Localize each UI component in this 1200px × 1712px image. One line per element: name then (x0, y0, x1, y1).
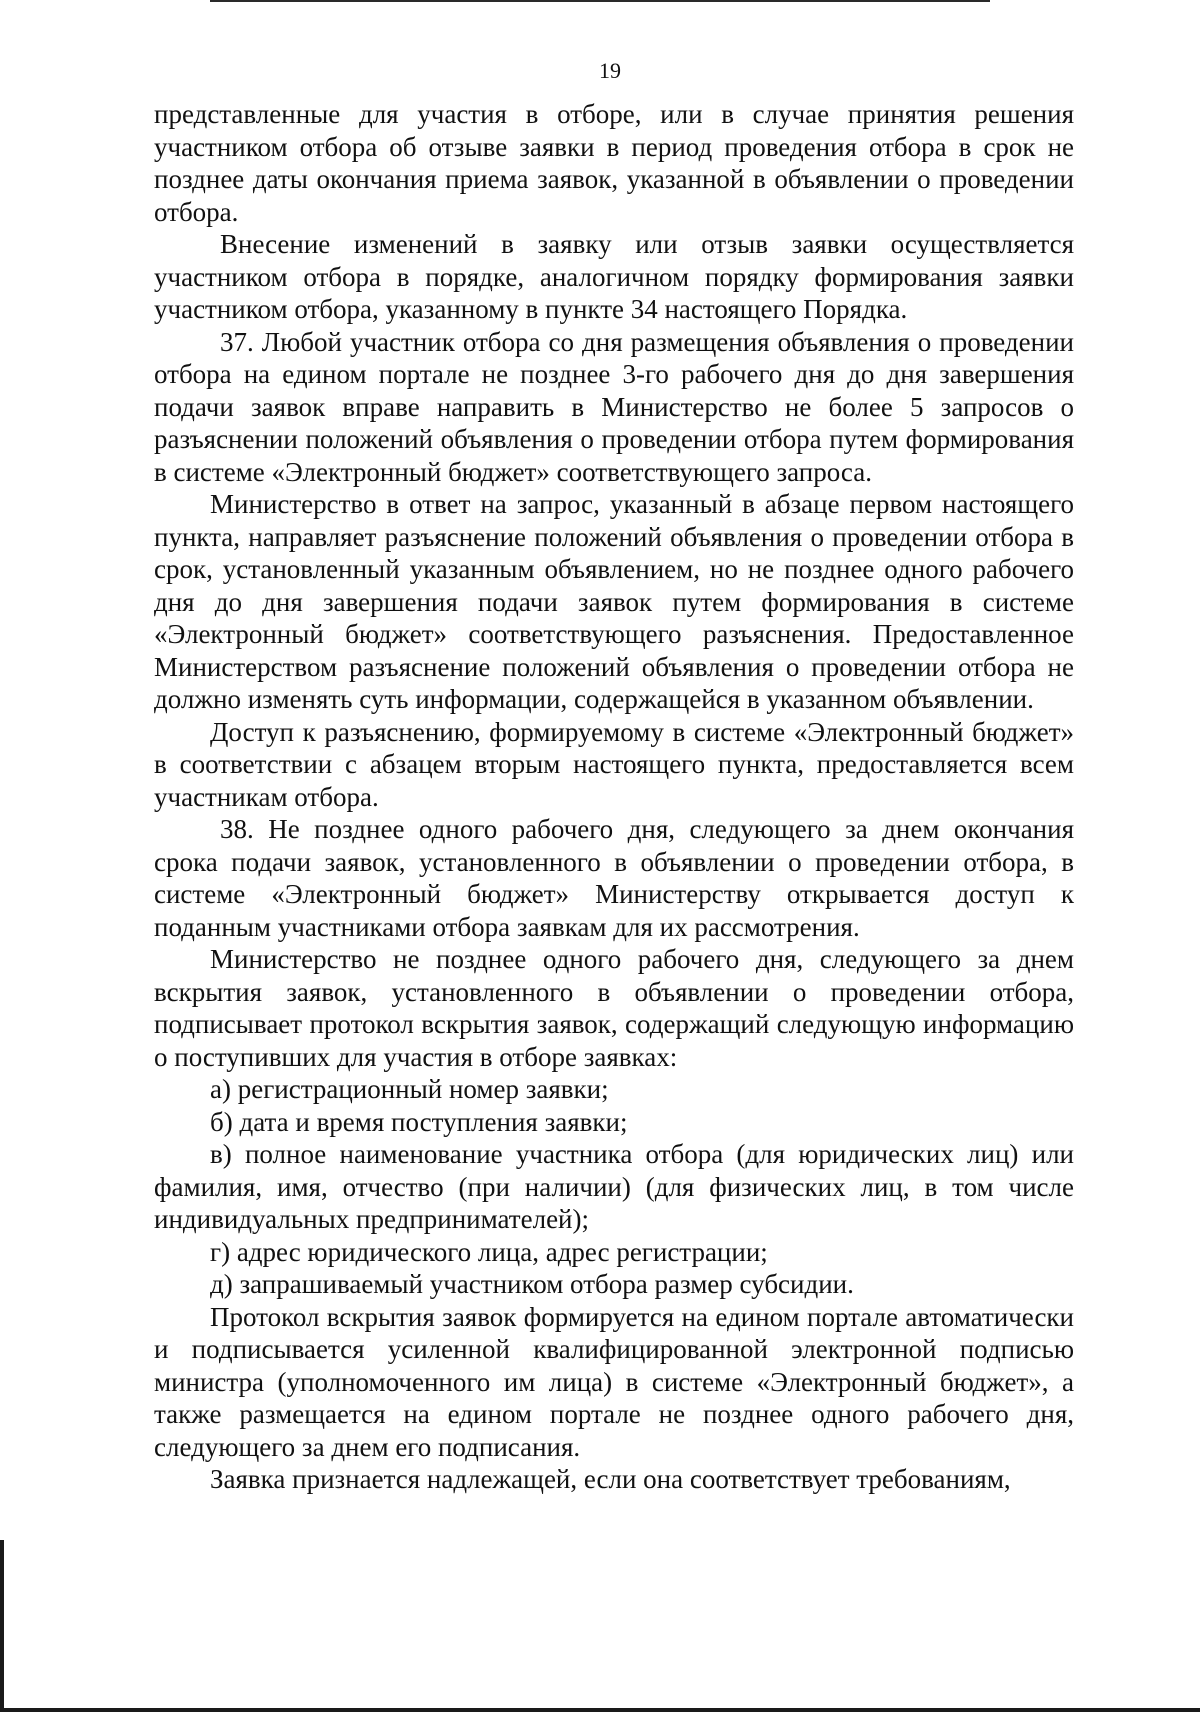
paragraph-continuation: представленные для участия в отборе, или в случае принятия решения участником отбора об отзыве заявки в период проведения отбора в срок не позднее даты окончания приема заявок, указанной в объявлении о проведении отбора. (154, 99, 1074, 227)
scan-edge-left (0, 1540, 4, 1712)
paragraph-protocol-formation: Протокол вскрытия заявок формируется на едином портале автоматически и подписывается усиленной квалифицированной электронной подписью министра (уполномоченного им лица) в системе «Электронный бюджет», а также размещается на едином портале не позднее одного рабочего дня, следующего за днем его подписания. (154, 1301, 1074, 1462)
paragraph-protocol-intro: Министерство не позднее одного рабочего дня, следующего за днем вскрытия заявок, установленного в объявлении о проведении отбора, подписывает протокол вскрытия заявок, содержащий следующую информацию о поступивших для участия в отборе заявках: (154, 944, 1074, 1072)
list-item-d: д) запрашиваемый участником отбора размер субсидии. (210, 1269, 854, 1299)
paragraph-item-38: 38. Не позднее одного рабочего дня, следующего за днем окончания срока подачи заявок, установленного в объявлении о проведении отбора, в системе «Электронный бюджет» Министерству открывается доступ к поданным участниками отбора заявкам для их рассмотрения. (154, 814, 1074, 942)
paragraph-ministry-response: Министерство в ответ на запрос, указанный в абзаце первом настоящего пункта, направляет разъяснение положений объявления о проведении отбора в срок, установленный указанным объявлением, но не позднее одного рабочего дня до дня завершения подачи заявок путем формирования в системе «Электронный бюджет» соответствующего разъяснения. Предоставленное Министерством разъяснение положений объявления о проведении отбора не должно изменять суть информации, содержащейся в указанном объявлении. (154, 489, 1074, 714)
paragraph-access: Доступ к разъяснению, формируемому в системе «Электронный бюджет» в соответствии с абзацем вторым настоящего пункта, предоставляется всем участникам отбора. (154, 716, 1074, 812)
list-item-b: б) дата и время поступления заявки; (210, 1106, 628, 1137)
list-item-a: а) регистрационный номер заявки; (210, 1074, 609, 1104)
paragraph-application-valid: Заявка признается надлежащей, если она соответствует требованиям, (210, 1464, 1011, 1494)
paragraph-item-37: 37. Любой участник отбора со дня размещения объявления о проведении отбора на едином портале не позднее 3-го рабочего дня до дня завершения подачи заявок вправе направить в Министерство не более 5 запросов о разъяснении положений объявления о проведении отбора путем формирования в системе «Электронный бюджет» соответствующего запроса. (154, 326, 1074, 487)
scan-edge-top (210, 0, 990, 2)
paragraph-amendment: Внесение изменений в заявку или отзыв заявки осуществляется участником отбора в порядке, аналогичном порядку формирования заявки участником отбора, указанному в пункте 34 настоящего Порядка. (154, 229, 1074, 324)
list-item-v: в) полное наименование участника отбора (для юридических лиц) или фамилия, имя, отчество (при наличии) (для физических лиц, в том числе индивидуальных предпринимателей); (154, 1139, 1074, 1234)
document-body (154, 98, 1074, 1496)
page-number: 19 (599, 58, 621, 83)
list-item-g: г) адрес юридического лица, адрес регистрации; (210, 1236, 768, 1267)
scan-edge-bottom (0, 1708, 1200, 1712)
